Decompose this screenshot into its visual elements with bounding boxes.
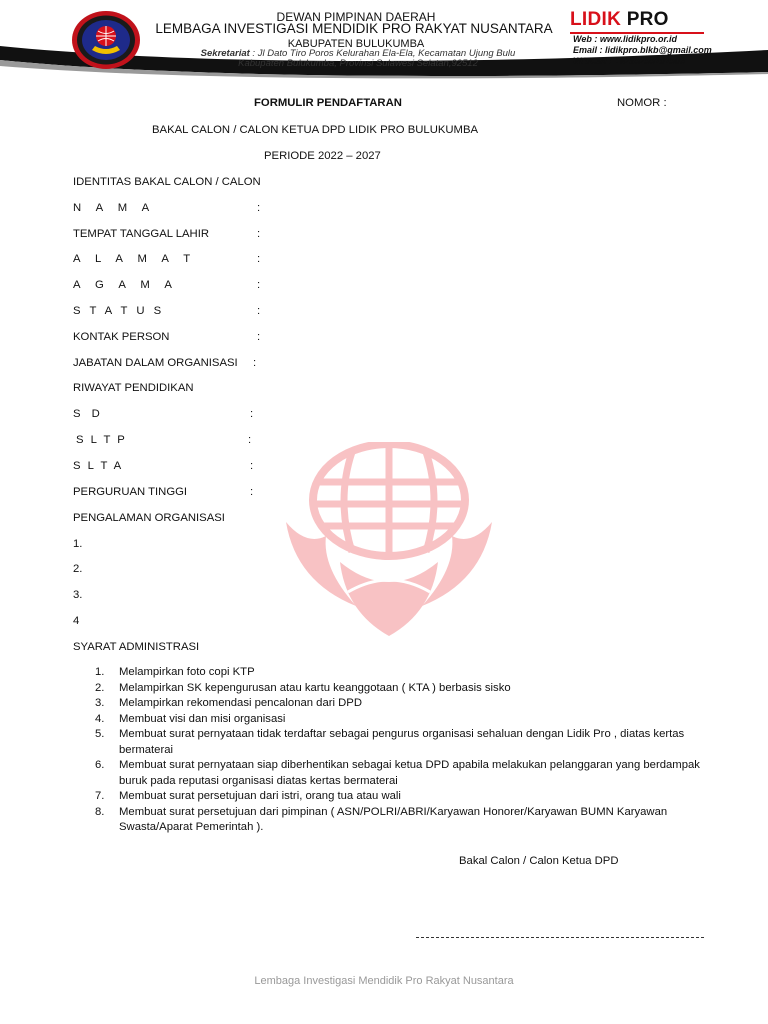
field-colon: :	[257, 253, 261, 265]
field-colon: :	[253, 357, 257, 369]
education-sltp: S L T P	[76, 434, 127, 446]
field-colon: :	[257, 202, 261, 214]
sekretariat-label: Sekretariat	[200, 48, 250, 59]
globe-eagle-watermark-icon	[278, 442, 500, 638]
requirement-text: Membuat surat persetujuan dari istri, orang tua atau wali	[119, 790, 401, 802]
field-label-ttl: TEMPAT TANGGAL LAHIR	[73, 228, 210, 240]
field-colon: :	[257, 228, 261, 240]
requirement-number: 7.	[95, 790, 105, 802]
brand-wordmark	[570, 9, 669, 31]
experience-item: 3.	[73, 589, 83, 601]
requirement-text: Membuat visi dan misi organisasi	[119, 712, 286, 725]
requirement-text: Membuat surat persetujuan dari pimpinan ( ASN/POLRI/ABRI/Karyawan Honorer/Karyawan BUMN Karyawan Swasta/Aparat Pemerintah ).	[119, 805, 668, 833]
requirement-item	[95, 712, 715, 728]
requirement-item	[95, 805, 715, 836]
field-label-nama: N A M A	[73, 202, 156, 214]
requirement-number: 6.	[95, 759, 105, 771]
requirement-item	[95, 758, 715, 789]
form-period: PERIODE 2022 – 2027	[264, 150, 381, 162]
form-title: FORMULIR PENDAFTARAN	[254, 97, 402, 109]
requirement-number: 4.	[95, 712, 105, 725]
requirement-item	[95, 665, 715, 681]
experience-item: 2.	[73, 563, 83, 575]
signature-label: Bakal Calon / Calon Ketua DPD	[459, 855, 619, 867]
experience-item: 4	[73, 615, 80, 627]
field-colon: :	[257, 305, 261, 317]
nomor-label: NOMOR :	[617, 97, 667, 109]
requirement-number: 8.	[95, 805, 105, 818]
form-subtitle: BAKAL CALON / CALON KETUA DPD LIDIK PRO BULUKUMBA	[152, 124, 479, 136]
education-pt: PERGURUAN TINGGI	[73, 486, 188, 498]
field-colon: :	[257, 331, 261, 343]
requirement-number: 2.	[95, 681, 105, 694]
requirement-text: Membuat surat pernyataan siap diberhentikan sebagai ketua DPD apabila melakukan pelanggaran yang berdampak buruk pada reputasi organisasi diatas kertas bermaterai	[119, 759, 700, 787]
requirement-item	[95, 696, 715, 712]
education-heading: RIWAYAT PENDIDIKAN	[73, 382, 194, 394]
field-colon: :	[250, 486, 254, 498]
requirement-text: Melampirkan SK kepengurusan atau kartu keanggotaan ( KTA ) berbasis sisko	[119, 681, 511, 694]
header-organization-level: DEWAN PIMPINAN DAERAH	[276, 10, 436, 24]
education-sd: S D	[73, 408, 104, 420]
requirement-text: Membuat surat pernyataan tidak terdaftar sebagai pengurus organisasi sehaluan dengan Lidik Pro , diatas kertas bermaterai	[119, 728, 685, 756]
requirement-item	[95, 789, 715, 805]
contact-web: Web : www.lidikpro.or.id	[573, 34, 678, 44]
brand-part-1: LIDIK	[570, 9, 622, 30]
field-colon: :	[257, 279, 261, 291]
contact-email: Email : lidikpro.blkb@gmail.com	[573, 45, 712, 55]
identity-heading: IDENTITAS BAKAL CALON / CALON	[73, 176, 261, 188]
field-label-kontak: KONTAK PERSON	[73, 331, 170, 343]
requirements-list	[95, 665, 715, 836]
experience-heading: PENGALAMAN ORGANISASI	[73, 512, 225, 524]
requirements-heading: SYARAT ADMINISTRASI	[73, 641, 200, 653]
requirement-number: 1.	[95, 666, 105, 678]
page-footer: Lembaga Investigasi Mendidik Pro Rakyat Nusantara	[254, 975, 514, 987]
field-colon: :	[248, 434, 252, 446]
address-line-1: : Jl Dato Tiro Poros Kelurahan Ela-Ela, Kecamatan Ujung Bulu	[249, 48, 516, 59]
requirement-text: Melampirkan foto copi KTP	[119, 666, 255, 678]
requirement-item	[95, 727, 715, 758]
field-label-status: S T A T U S	[73, 305, 165, 317]
signature-line	[416, 937, 704, 938]
contact-wa: WA/Call : +6285255101509	[573, 56, 685, 66]
field-colon: :	[250, 460, 254, 472]
field-label-alamat: A L A M A T	[73, 253, 197, 265]
requirement-text: Melampirkan rekomendasi pencalonan dari DPD	[119, 697, 363, 709]
experience-item: 1.	[73, 538, 83, 550]
field-label-agama: A G A M A	[73, 279, 178, 291]
header-region: KABUPATEN BULUKUMBA	[287, 38, 425, 50]
header-organization-name: LEMBAGA INVESTIGASI MENDIDIK PRO RAKYAT NUSANTARA	[155, 21, 553, 36]
requirement-number: 5.	[95, 728, 105, 740]
requirement-item	[95, 681, 715, 697]
education-slta: S L T A	[73, 460, 124, 472]
address-line-2: Kabupaten Bulukumba, Provinsi Sulawesi Selatan,92512	[238, 58, 478, 69]
field-label-jabatan: JABATAN DALAM ORGANISASI	[73, 357, 238, 369]
requirement-number: 3.	[95, 697, 105, 709]
field-colon: :	[250, 408, 254, 420]
brand-part-2: PRO	[621, 9, 669, 30]
lidik-pro-emblem-icon	[70, 10, 142, 70]
